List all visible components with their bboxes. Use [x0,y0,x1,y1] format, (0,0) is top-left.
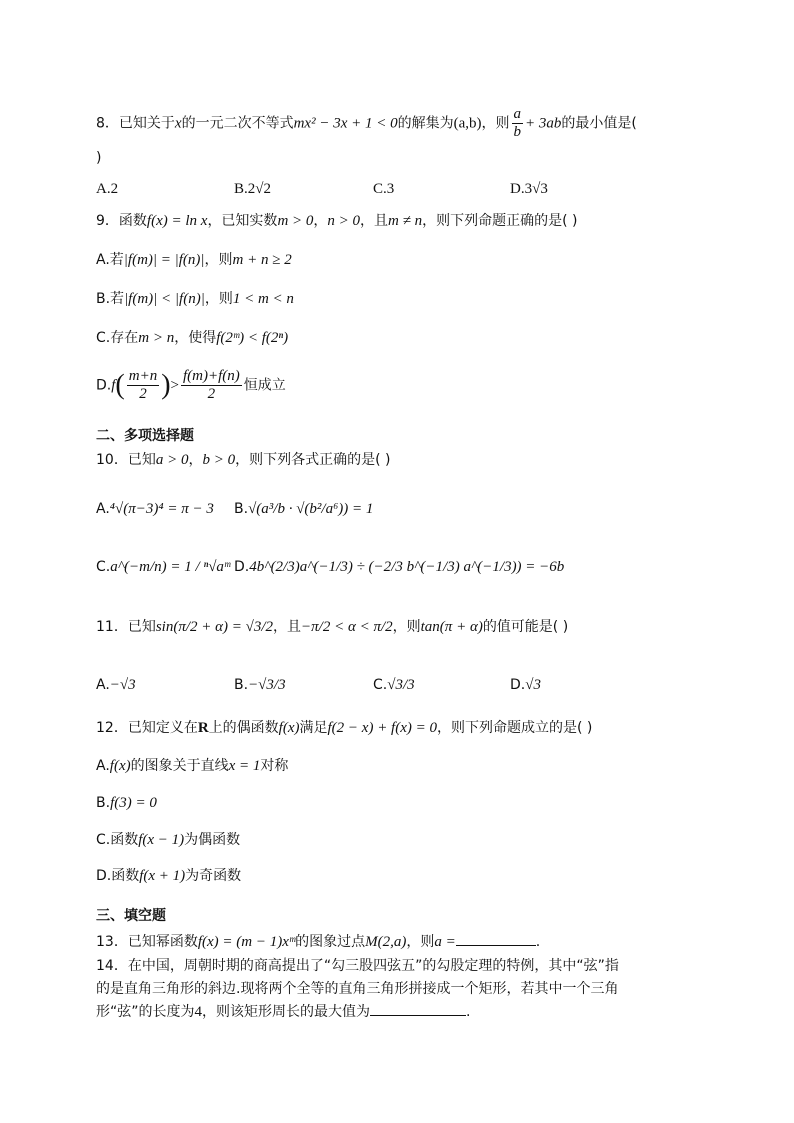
q11-option-c [373,675,415,695]
q14-answer-blank[interactable] [370,1001,466,1016]
q9-text3: ，且 [360,213,389,229]
q13-answer-label: a = [434,934,456,950]
q12-d-text: 为奇函数 [185,868,242,884]
q11-range: −π/2 < α < π/2 [301,619,393,635]
q9-option-a [96,250,292,270]
q10-option-b [234,499,373,519]
q9-d-frac1 [127,368,159,403]
q9-sep: ， [313,213,328,229]
q9-function: f(x) = ln x [146,213,208,229]
q12-a-text: 的图象关于直线 [130,758,229,774]
q9-text2: ，已知实数 [207,213,278,229]
q9-option-b [96,289,294,309]
q12-b-math: f(3) = 0 [110,795,157,811]
q12-reals: R [197,720,209,736]
q10-a-math: ⁴√(π−3)⁴ = π − 3 [109,501,214,517]
q10-a-label: A. [96,501,110,517]
q13-text2: 的图象过点 [295,934,366,950]
q11-d-label: D. [510,677,526,693]
q14-number: 4 [194,1004,203,1020]
q8-opt-d-value: 3√3 [524,181,548,197]
q11-c-label: C. [373,677,388,693]
q9-d-rparen: ) [161,369,171,401]
q11-stem [96,617,568,637]
q8-frac-num: a [513,106,522,122]
q14-line3 [96,1001,470,1022]
q10-text: 10．已知 [96,452,156,468]
q9-a-math: |f(m)| = |f(n)| [123,252,205,268]
q10-text2: ，则下列各式正确的是( ) [235,452,391,468]
q12-eq: f(2 − x) + f(x) = 0 [327,720,437,736]
q9-cond2: n > 0 [327,213,361,229]
q14-line2: 的是直角三角形的斜边.现将两个全等的直角三角形拼接成一个矩形，若其中一个三角 [96,981,619,997]
q9-b-text: B.若 [96,291,125,307]
q8-opt-b-label: B. [234,181,248,197]
q9-c-text2: ，使得 [174,330,217,346]
q9-d-frac2 [181,368,242,403]
q9-c-math: m > n [138,330,175,346]
q8-option-a: A.2 [96,181,119,197]
q8-fraction [512,106,524,141]
q12-fx: f(x) [278,720,300,736]
q8-text: 8．已知关于 [96,115,175,132]
q11-given: sin(π/2 + α) = √3/2 [155,619,274,635]
q9-a-text2: ，则 [204,252,233,268]
q8-text-d: ，则 [481,115,510,132]
q14-text3a: 形“弦”的长度为 [96,1004,195,1020]
q8-frac-den: b [513,124,522,140]
q8-option-d [510,179,548,199]
q9-stem [96,211,577,231]
section-heading-fill-blank: 三、填空题 [96,908,166,924]
q9-d-num: m+n [128,368,158,384]
q8-option-b [234,179,271,199]
q12-b-label: B. [96,795,111,811]
q12-option-d [96,866,241,886]
q10-c2: b > 0 [202,452,236,468]
q8-text-e: 的最小值是( [561,115,637,132]
q10-b-math: √(a³/b · √(b²/a⁶)) = 1 [248,501,374,517]
q12-a-math2: x = 1 [228,758,261,774]
q8-opt-d-label: D. [510,181,525,197]
q11-text3: ，则 [392,619,421,635]
q12-d-label: D.函数 [96,868,140,884]
q9-d-lparen: ( [115,369,125,401]
q11-a-label: A. [96,677,110,693]
q9-b-text2: ，则 [204,291,233,307]
q11-text4: 的值可能是( ) [482,619,569,635]
q10-c1: a > 0 [155,452,189,468]
q10-d-math: 4b^(2/3)a^(−1/3) ÷ (−2/3 b^(−1/3) a^(−1/3)) = −6b [249,559,565,575]
q9-a-text: A.若 [96,252,124,268]
q9-c-math2: f(2ᵐ) < f(2ⁿ) [216,330,289,346]
q9-b-math2: 1 < m < n [232,291,294,307]
q9-c-text: C.存在 [96,330,139,346]
q12-c-text: 为偶函数 [184,832,241,848]
q13-answer-blank[interactable] [456,931,536,946]
q8-var: x [174,115,182,132]
q12-d-math: f(x + 1) [139,868,186,884]
q9-option-d [96,368,286,403]
q9-cond3: m ≠ n [388,213,423,229]
q13-end: . [535,934,541,950]
q11-target: tan(π + α) [420,619,483,635]
q8-inequality: mx² − 3x + 1 < 0 [293,115,398,132]
q13-function: f(x) = (m − 1)xᵐ [197,934,296,950]
q12-option-a [96,756,288,776]
q12-a-text2: 对称 [260,758,289,774]
q11-c-value: √3/3 [387,677,415,693]
q14-end: . [466,1004,471,1020]
q12-c-label: C.函数 [96,832,139,848]
q10-b-label: B. [234,501,249,517]
q14-text3b: ，则该矩形周长的最大值为 [202,1004,371,1020]
q12-text3: 满足 [299,720,328,736]
q9-d-num2: f(m)+f(n) [183,368,240,384]
q11-option-d [510,675,541,695]
q11-option-a [96,675,136,695]
q11-text: 11．已知 [96,619,156,635]
q12-option-b [96,793,157,813]
q10-option-a [96,499,214,519]
q10-c-math: a^(−m/n) = 1 / ⁿ√aᵐ [110,559,231,575]
q12-option-c [96,830,240,850]
q10-c-label: C. [96,559,111,575]
q9-option-c [96,328,288,348]
q11-option-b [234,675,286,695]
q9-d-den2: 2 [207,386,216,402]
section-heading-multiple-choice: 二、多项选择题 [96,428,194,444]
q13-text: 13．已知幂函数 [96,934,198,950]
q9-a-math2: m + n ≥ 2 [232,252,292,268]
q9-d-tail: 恒成立 [243,377,286,394]
q8-opt-b-value: 2√2 [247,181,271,197]
q8-text-b: 的一元二次不等式 [181,115,294,132]
q9-b-math: |f(m)| < |f(n)| [124,291,205,307]
q11-a-value: −√3 [109,677,136,693]
q10-stem [96,450,390,470]
q9-d-text: D. [96,377,112,394]
q10-sep: ， [188,452,203,468]
q8-tail: + 3ab [525,115,562,132]
q12-c-math: f(x − 1) [138,832,185,848]
q12-a-label: A. [96,758,110,774]
q9-text: 9．函数 [96,213,147,229]
q9-d-den: 2 [139,386,147,402]
q11-b-value: −√3/3 [248,677,286,693]
q10-d-label: D. [234,559,250,575]
q12-text: 12．已知定义在 [96,720,198,736]
q11-b-label: B. [234,677,249,693]
q12-text2: 上的偶函数 [208,720,279,736]
q9-text4: ，则下列命题正确的是( ) [422,213,578,229]
q14-line1: 14．在中国，周朝时期的商高提出了“勾三股四弦五”的勾股定理的特例，其中“弦”指 [96,958,619,974]
q8-close: ) [96,150,102,166]
q13-text3: ，则 [406,934,435,950]
q9-cond1: m > 0 [277,213,314,229]
q8-option-c: C.3 [373,181,395,197]
q9-d-gt: > [170,377,179,394]
q13-point: M(2,a) [365,934,407,950]
q12-stem [96,718,592,738]
q12-a-math: f(x) [109,758,131,774]
q8-text-c: 的解集为 [397,115,454,132]
q11-d-value: √3 [525,677,541,693]
q8-stem [96,106,637,141]
q9-d-f: f [111,377,116,394]
q10-option-c [96,557,230,577]
q13-stem [96,931,540,952]
q10-option-d [234,557,564,577]
q12-text4: ，则下列命题成立的是( ) [437,720,593,736]
q11-text2: ，且 [273,619,302,635]
q8-interval: (a,b) [453,115,482,132]
